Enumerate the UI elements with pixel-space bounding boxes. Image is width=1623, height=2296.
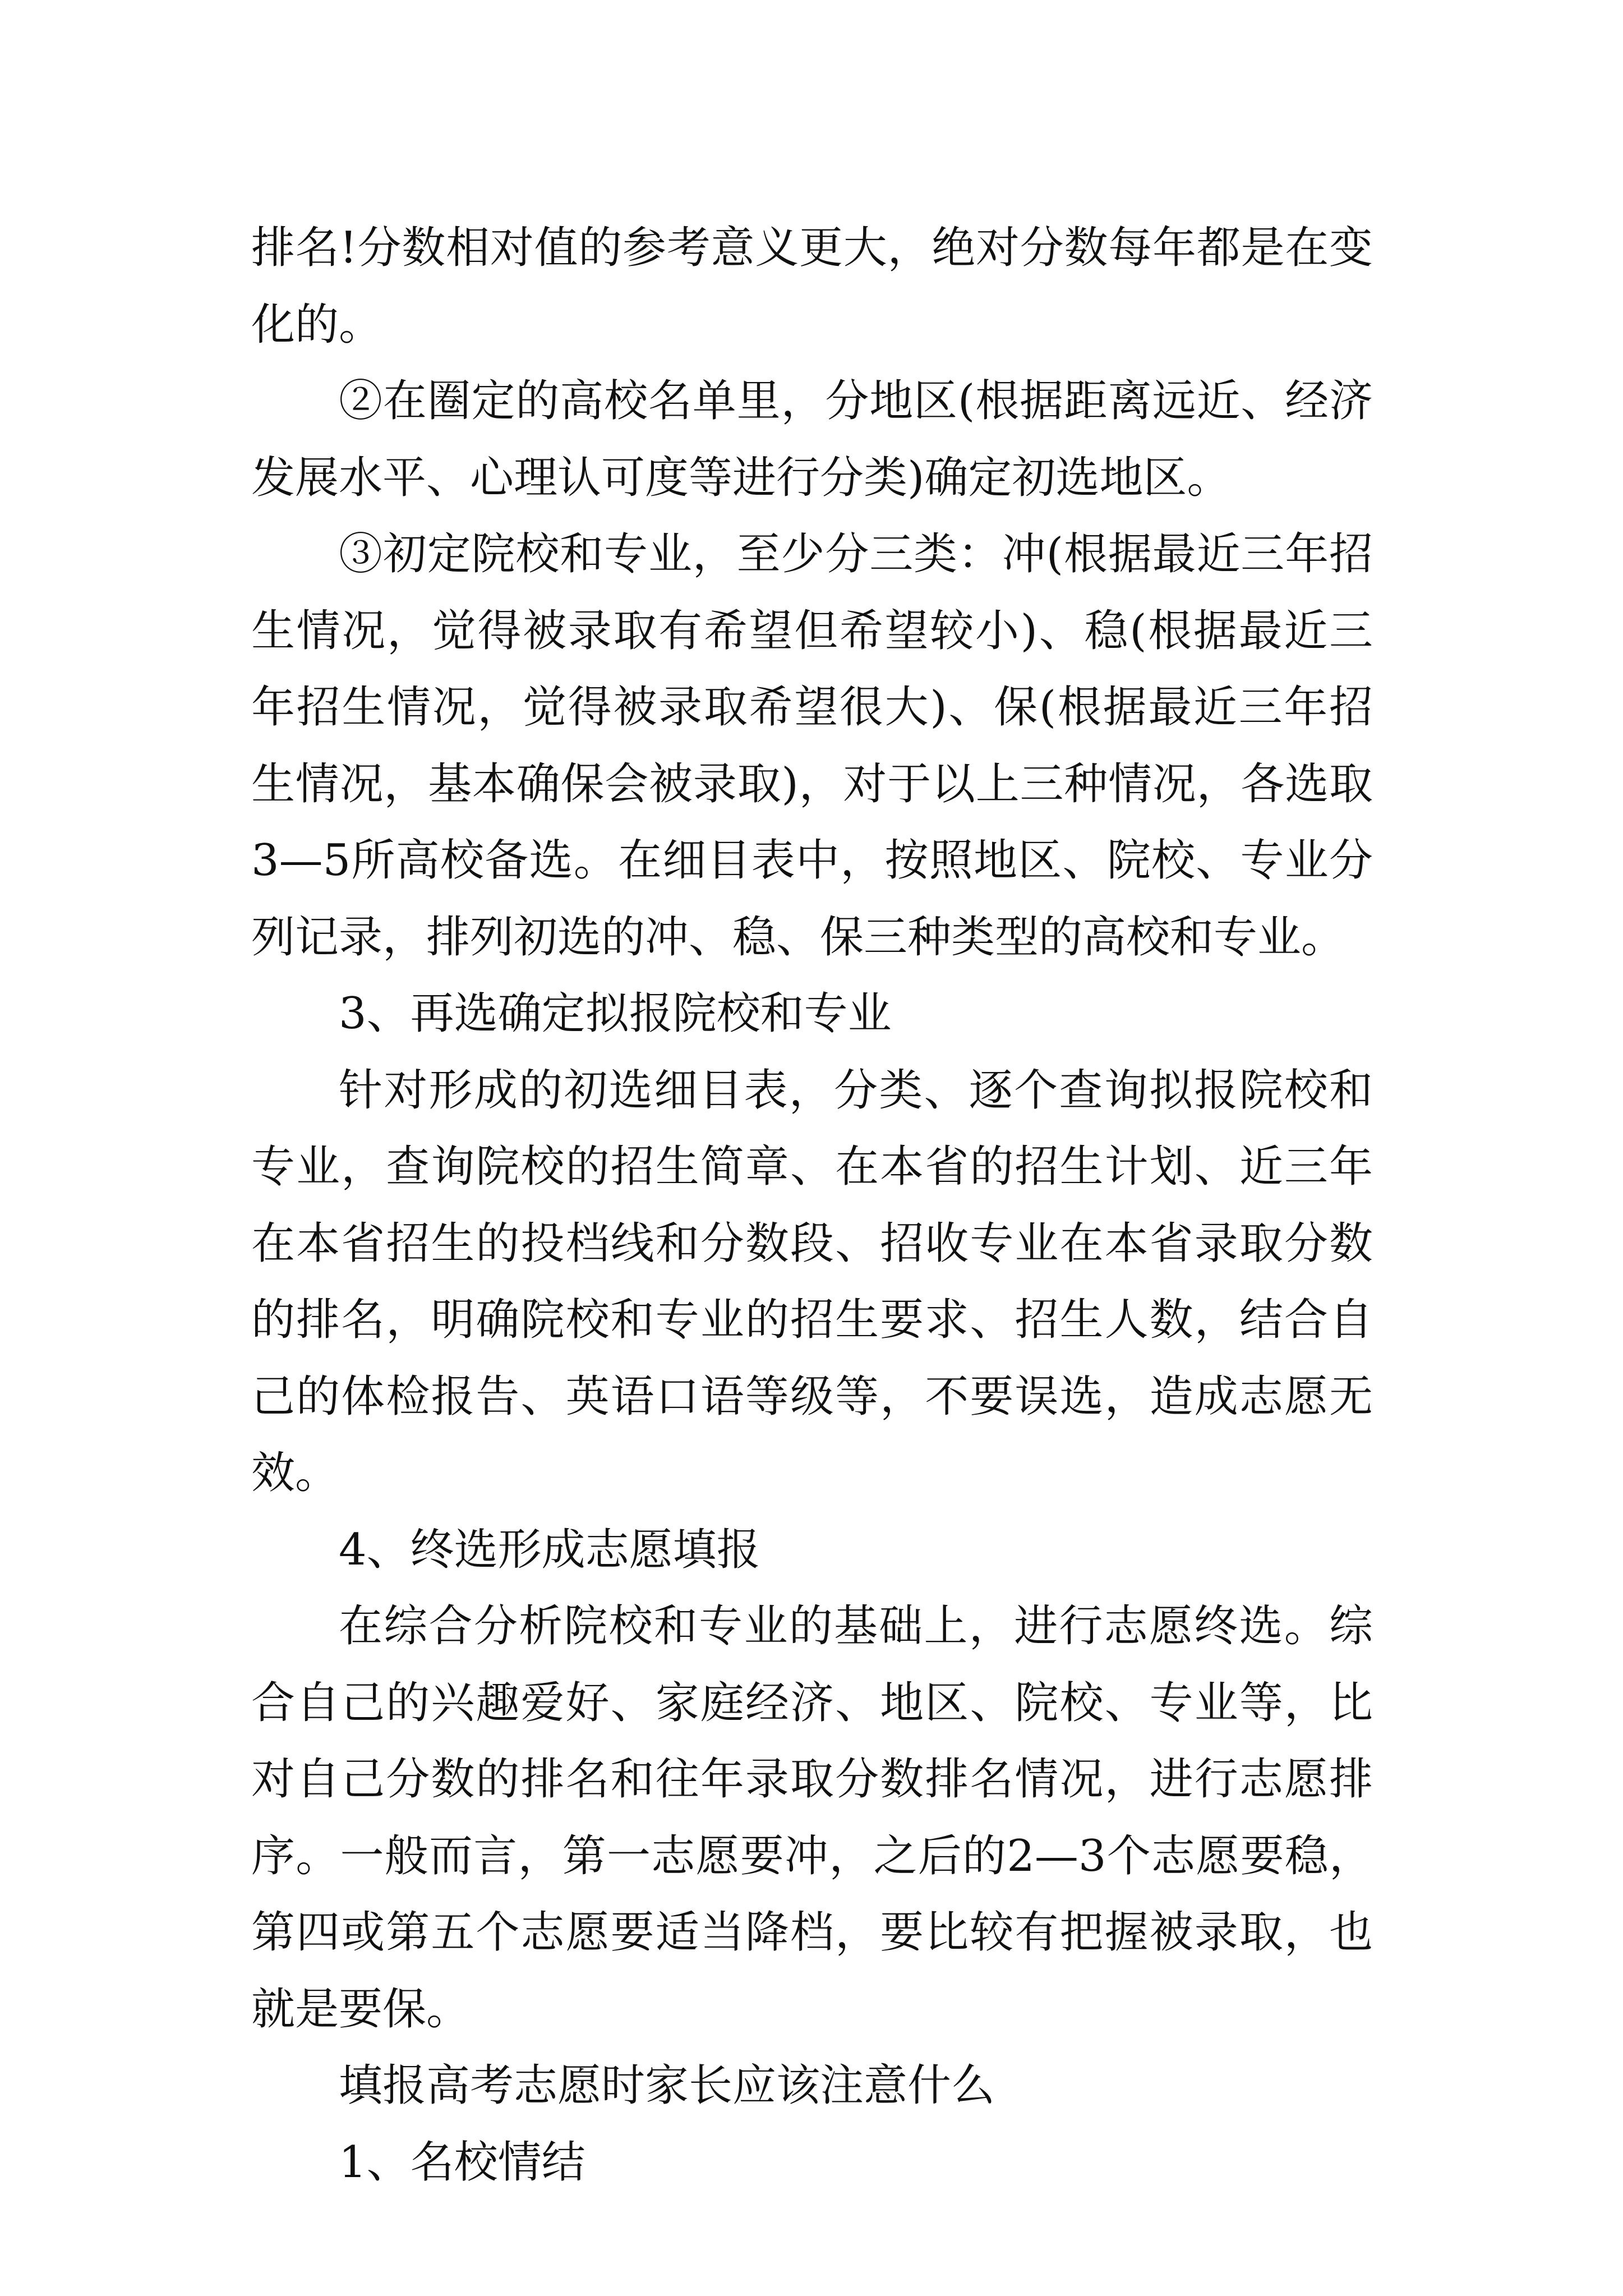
paragraph-final-select-details: 在综合分析院校和专业的基础上，进行志愿终选。综合自己的兴趣爱好、家庭经济、地区、院校、专业等，比对自己分数的排名和往年录取分数排名情况，进行志愿排序。一般而言，第一志愿要冲，之后的2—3个志愿要稳，第四或第五个志愿要适当降档，要比较有把握被录取，也就是要保。 <box>251 1601 1373 2035</box>
paragraph-step-2-region: ②在圈定的高校名单里，分地区(根据距离远近、经济发展水平、心理认可度等进行分类)确定初选地区。 <box>251 376 1373 503</box>
paragraph-ranking-note: 排名!分数相对值的参考意义更大，绝对分数每年都是在变化的。 <box>251 223 1373 350</box>
section-heading-final-select: 4、终选形成志愿填报 <box>339 1524 760 1575</box>
section-heading-reselect: 3、再选确定拟报院校和专业 <box>339 988 892 1039</box>
paragraph-step-3-tiers: ③初定院校和专业，至少分三类：冲(根据最近三年招生情况，觉得被录取有希望但希望较小)、稳(根据最近三年招生情况，觉得被录取希望很大)、保(根据最近三年招生情况，基本确保会被录取)，对于以上三种情况，各选取3—5所高校备选。在细目表中，按照地区、院校、专业分列记录，排列初选的冲、稳、保三种类型的高校和专业。 <box>251 529 1373 963</box>
document-body <box>251 210 1373 2201</box>
section-heading-famous-school: 1、名校情结 <box>339 2137 585 2188</box>
section-heading-parent-notes: 填报高考志愿时家长应该注意什么 <box>339 2060 995 2111</box>
paragraph-reselect-details: 针对形成的初选细目表，分类、逐个查询拟报院校和专业，查询院校的招生简章、在本省的招生计划、近三年在本省招生的投档线和分数段、招收专业在本省录取分数的排名，明确院校和专业的招生要求、招生人数，结合自己的体检报告、英语口语等级等，不要误选，造成志愿无效。 <box>251 1065 1373 1498</box>
